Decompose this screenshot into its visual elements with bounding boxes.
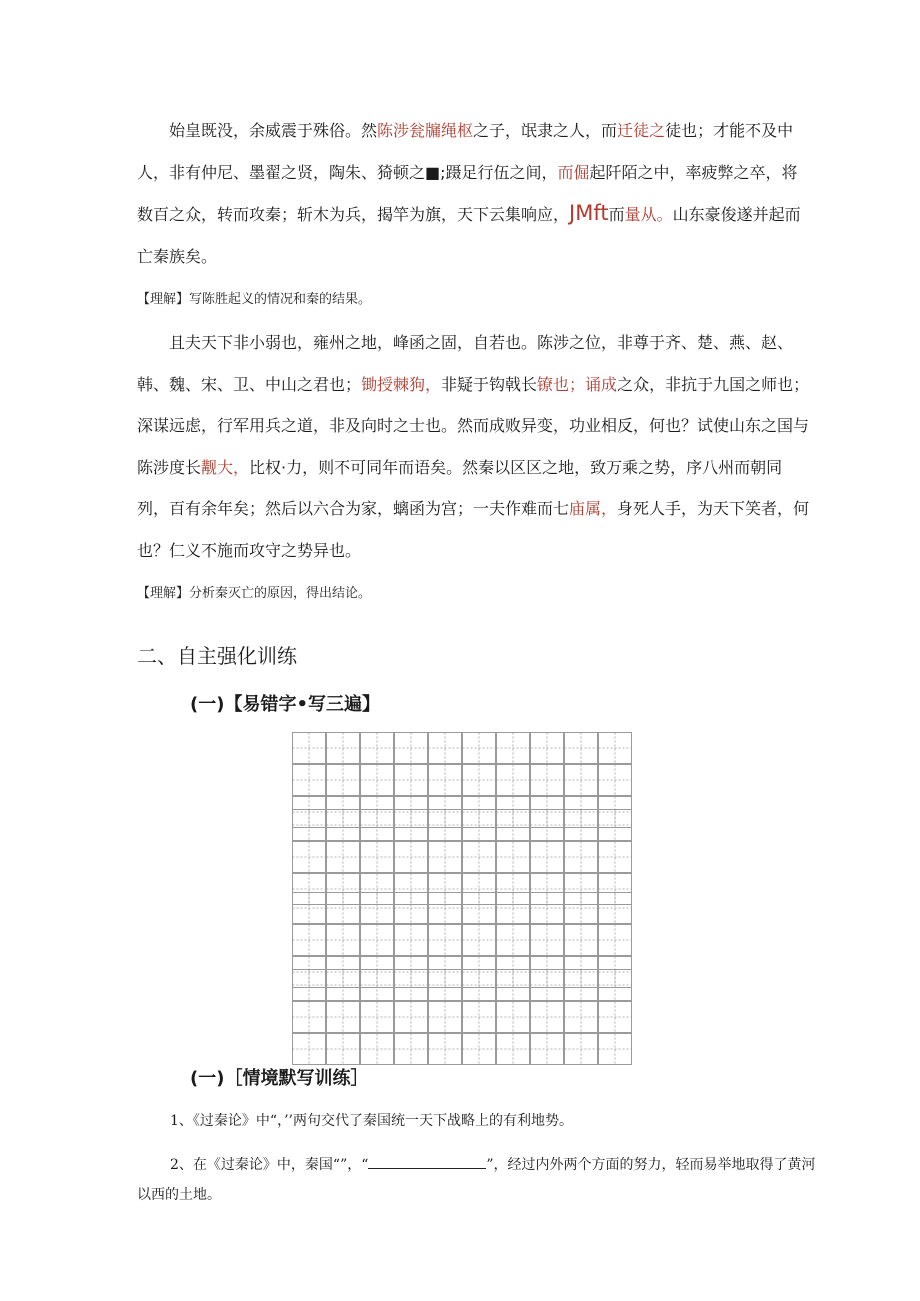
subsection-dictation: (一)［情境默写训练］: [190, 1068, 369, 1089]
passage-1: 始皇既没，余威震于殊俗。然陈涉瓮牖绳枢之子，氓隶之人，而迁徒之徒也；才能不及中人，非有仲尼、墨翟之贤，陶朱、猗顿之■;蹑足行伍之间，而倔起阡陌之中，率疲弊之卒，将数百之众，转而攻秦；斩木为兵，揭竿为旗，天下云集响应，JMft而量从。山东豪俊遂并起而亡秦族矣。: [137, 121, 801, 266]
highlight-term: 陈涉瓮牖绳枢: [377, 121, 474, 140]
subsection-wrong-characters: (一)【易错字•写三遍】: [190, 694, 380, 715]
answer-blank[interactable]: [368, 1154, 486, 1169]
highlight-term: 而倔: [557, 162, 590, 182]
highlight-term: 觏大，: [201, 457, 250, 477]
highlight-term: 迁徒之: [617, 121, 666, 140]
writing-grid: [292, 969, 632, 1065]
note-understanding-2: 【理解】分析秦灭亡的原因，得出结论。: [137, 586, 372, 601]
highlight-term: 镣也；诵成: [537, 374, 618, 394]
highlight-term: 锄授棘狗，: [361, 374, 442, 394]
highlight-term: JMft: [569, 201, 609, 225]
passage-2: 且夫天下非小弱也，雍州之地，峰函之固，自若也。陈涉之位，非尊于齐、楚、燕、赵、韩、魏、宋、卫、中山之君也；锄授棘狗，非疑于钩戟长镣也；诵成之众，非抗于九国之师也；深谋远虑，行军用兵之道，非及向时之士也。然而成败异变，功业相反，何也？试使山东之国与陈涉度长觏大，比权·力，则不可同年而语矣。然秦以区区之地，致万乘之势，序八州而朝同列，百有余年矣；然后以六合为家，螭函为宫；一夫作难而七庙属，身死人手，为天下笑者，何也？仁义不施而攻守之势异也。: [137, 333, 810, 560]
highlight-term: 庙属，: [569, 499, 618, 518]
note-understanding-1: 【理解】写陈胜起义的情况和秦的结果。: [137, 292, 372, 307]
section-title: 二、自主强化训练: [137, 644, 297, 668]
question-2: 2、在《过秦论》中，秦国“”，“ ”，经过内外两个方面的努力，轻而易举地取得了黄河以西的土地。: [137, 1150, 817, 1210]
writing-grid: [292, 809, 632, 905]
highlight-term: 量从。: [624, 205, 673, 224]
question-1: 1、《过秦论》中“，’’两句交代了秦国统一天下战略上的有利地势。: [170, 1113, 573, 1129]
